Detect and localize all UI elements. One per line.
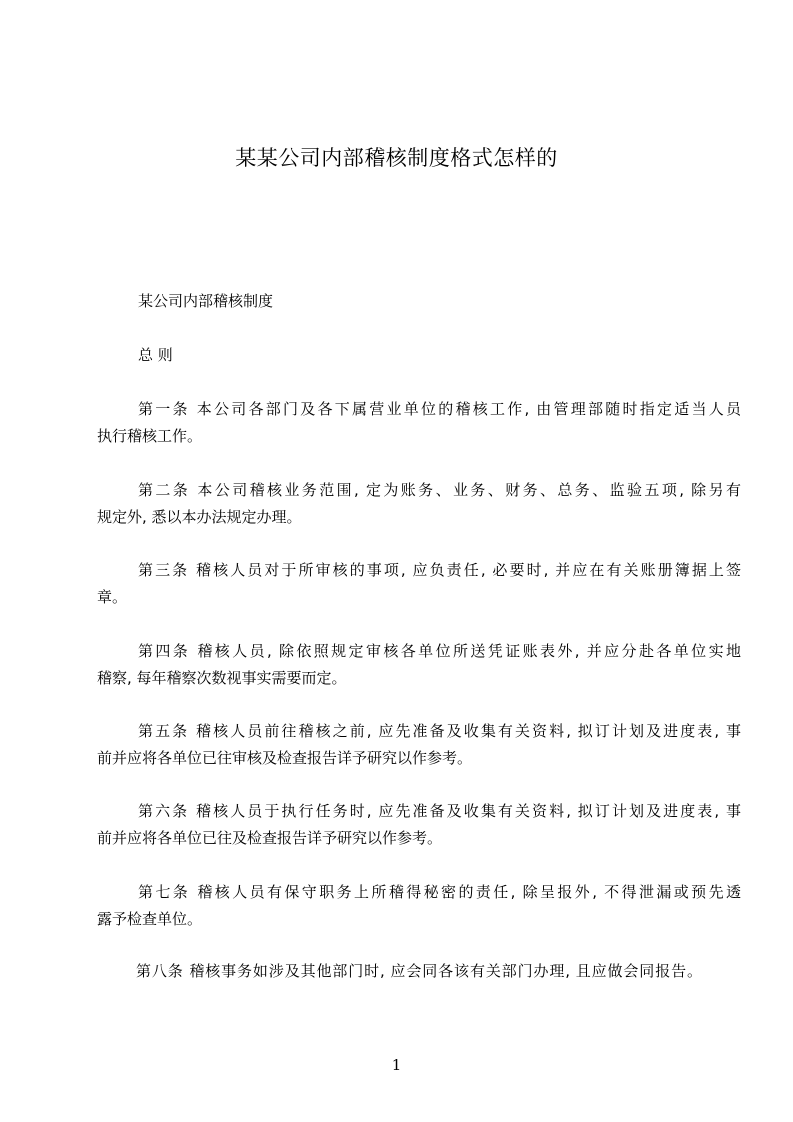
article-8-line-1: 第八条 稽核事务如涉及其他部门时, 应会同各该有关部门办理, 且应做会同报告。	[136, 962, 702, 980]
page-number: 1	[391, 1056, 402, 1074]
article-6-line-2: 前并应将各单位已往及检查报告详予研究以作参考。	[97, 829, 443, 847]
article-5-line-1: 第五条 稽核人员前往稽核之前, 应先准备及收集有关资料, 拟订计划及进度表, 事	[138, 722, 741, 740]
article-7-line-2: 露予检查单位。	[97, 910, 203, 928]
article-4-line-1: 第四条 稽核人员, 除依照规定审核各单位所送凭证账表外, 并应分赴各单位实地	[138, 642, 741, 660]
article-5-line-2: 前并应将各单位已往审核及检查报告详予研究以作参考。	[97, 749, 473, 767]
article-4-line-2: 稽察, 每年稽察次数视事实需要而定。	[97, 669, 347, 687]
article-1-line-1: 第一条 本公司各部门及各下属营业单位的稽核工作, 由管理部随时指定适当人员	[138, 400, 741, 418]
document-subtitle: 某公司内部稽核制度	[138, 292, 274, 310]
article-6-line-1: 第六条 稽核人员于执行任务时, 应先准备及收集有关资料, 拟订计划及进度表, 事	[138, 802, 741, 820]
article-3-line-1: 第三条 稽核人员对于所审核的事项, 应负责任, 必要时, 并应在有关账册簿据上签	[138, 561, 741, 579]
article-2-line-1: 第二条 本公司稽核业务范围, 定为账务、业务、财务、总务、监验五项, 除另有	[138, 481, 741, 499]
article-2-line-2: 规定外, 悉以本办法规定办理。	[97, 508, 302, 526]
article-7-line-1: 第七条 稽核人员有保守职务上所稽得秘密的责任, 除呈报外, 不得泄漏或预先透	[138, 883, 741, 901]
article-3-line-2: 章。	[97, 588, 128, 606]
section-heading: 总 则	[138, 346, 173, 364]
article-1-line-2: 执行稽核工作。	[97, 427, 203, 445]
document-title: 某某公司内部稽核制度格式怎样的	[235, 146, 558, 170]
